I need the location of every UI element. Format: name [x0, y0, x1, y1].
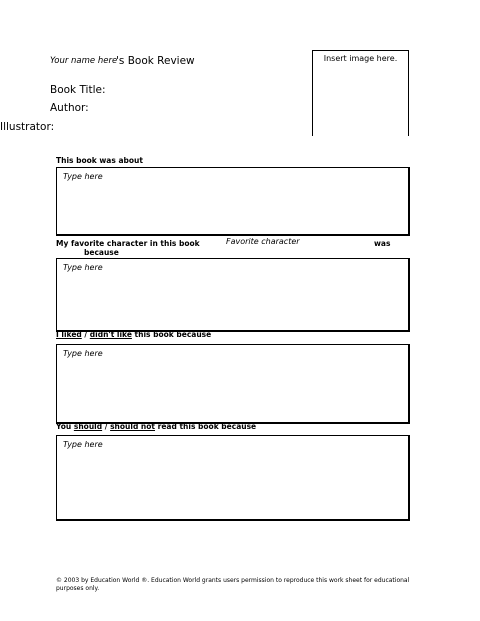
- should-not-option: should not: [110, 422, 156, 431]
- should-prompt: [56, 422, 256, 431]
- should-placeholder: Type here: [63, 440, 103, 449]
- illustrator-label: Illustrator:: [0, 121, 55, 133]
- liked-prompt: [56, 330, 211, 339]
- review-title: 's Book Review: [116, 55, 195, 67]
- should-option: should: [73, 422, 103, 431]
- was-label: was: [374, 239, 391, 248]
- should-separator: /: [102, 422, 111, 431]
- favorite-character-placeholder[interactable]: Favorite character: [226, 237, 300, 246]
- about-placeholder: Type here: [63, 172, 103, 181]
- image-placeholder-box[interactable]: [312, 50, 409, 136]
- about-prompt: This book was about: [56, 156, 143, 165]
- liked-placeholder: Type here: [63, 349, 103, 358]
- liked-rest: this book because: [131, 330, 212, 339]
- character-placeholder: Type here: [63, 263, 103, 272]
- image-placeholder-text: Insert image here.: [323, 54, 398, 63]
- character-textbox[interactable]: [56, 258, 410, 332]
- should-you: You: [56, 422, 74, 431]
- should-rest: read this book because: [155, 422, 257, 431]
- liked-option: I liked: [56, 330, 82, 339]
- liked-textbox[interactable]: [56, 344, 410, 424]
- character-prompt: My favorite character in this book: [56, 239, 200, 248]
- should-textbox[interactable]: [56, 435, 410, 521]
- author-label: Author:: [50, 102, 89, 114]
- liked-separator: /: [81, 330, 90, 339]
- because-label: because: [84, 248, 119, 257]
- about-textbox[interactable]: [56, 167, 410, 236]
- copyright-footer: © 2003 by Education World ®. Education World grants users permission to reproduce this work sheet for educational purposes only.: [56, 577, 410, 592]
- didnt-like-option: didn't like: [89, 330, 132, 339]
- name-placeholder[interactable]: Your name here: [50, 56, 118, 66]
- book-title-label: Book Title:: [50, 84, 106, 96]
